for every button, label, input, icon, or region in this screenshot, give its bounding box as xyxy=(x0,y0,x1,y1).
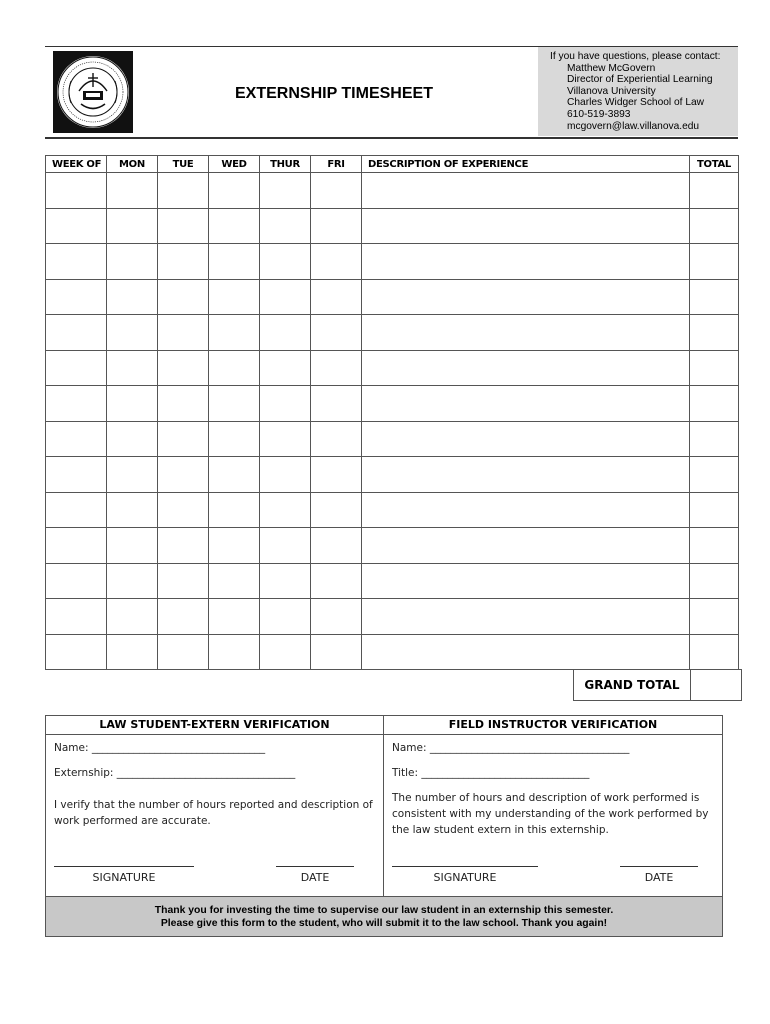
col-description: DESCRIPTION OF EXPERIENCE xyxy=(362,156,690,173)
timesheet-cell[interactable] xyxy=(260,315,311,351)
timesheet-cell[interactable] xyxy=(158,634,209,670)
timesheet-cell[interactable] xyxy=(158,244,209,280)
timesheet-cell[interactable] xyxy=(46,173,107,209)
timesheet-cell[interactable] xyxy=(362,173,690,209)
student-name-field[interactable]: Name: _________________________________ xyxy=(54,742,266,754)
student-date-label: DATE xyxy=(300,871,330,884)
timesheet-cell[interactable] xyxy=(209,634,260,670)
timesheet-row xyxy=(46,208,739,244)
timesheet-row xyxy=(46,386,739,422)
timesheet-cell[interactable] xyxy=(260,634,311,670)
timesheet-body xyxy=(46,173,739,670)
timesheet-cell[interactable] xyxy=(107,244,158,280)
timesheet-cell[interactable] xyxy=(260,173,311,209)
timesheet-table xyxy=(45,155,739,670)
col-mon: MON xyxy=(107,156,158,173)
timesheet-cell[interactable] xyxy=(311,634,362,670)
timesheet-cell[interactable] xyxy=(107,563,158,599)
timesheet-cell[interactable] xyxy=(260,279,311,315)
timesheet-cell[interactable] xyxy=(690,173,739,209)
timesheet-cell[interactable] xyxy=(690,492,739,528)
timesheet-cell[interactable] xyxy=(46,350,107,386)
timesheet-cell[interactable] xyxy=(362,244,690,280)
timesheet-cell[interactable] xyxy=(260,528,311,564)
timesheet-cell[interactable] xyxy=(362,421,690,457)
timesheet-cell[interactable] xyxy=(107,315,158,351)
timesheet-cell[interactable] xyxy=(260,563,311,599)
timesheet-cell[interactable] xyxy=(158,599,209,635)
timesheet-row xyxy=(46,244,739,280)
contact-box xyxy=(538,47,738,136)
timesheet-cell[interactable] xyxy=(46,421,107,457)
timesheet-cell[interactable] xyxy=(311,528,362,564)
timesheet-cell[interactable] xyxy=(260,386,311,422)
instructor-date-label: DATE xyxy=(644,871,674,884)
timesheet-cell[interactable] xyxy=(311,244,362,280)
timesheet-cell[interactable] xyxy=(690,315,739,351)
timesheet-cell[interactable] xyxy=(690,634,739,670)
timesheet-cell[interactable] xyxy=(362,634,690,670)
timesheet-cell[interactable] xyxy=(260,208,311,244)
timesheet-cell[interactable] xyxy=(690,386,739,422)
timesheet-row xyxy=(46,173,739,209)
timesheet-cell[interactable] xyxy=(107,492,158,528)
thank-you-line-2: Please give this form to the student, who will submit it to the law school. Thank you again! xyxy=(160,918,608,929)
col-fri: FRI xyxy=(311,156,362,173)
timesheet-row xyxy=(46,315,739,351)
timesheet-cell[interactable] xyxy=(158,386,209,422)
timesheet-cell[interactable] xyxy=(311,492,362,528)
timesheet-cell[interactable] xyxy=(107,350,158,386)
timesheet-cell[interactable] xyxy=(311,599,362,635)
timesheet-cell[interactable] xyxy=(107,208,158,244)
contact-phone: 610-519-3893 xyxy=(567,108,631,120)
timesheet-row xyxy=(46,599,739,635)
timesheet-cell[interactable] xyxy=(158,528,209,564)
timesheet-row xyxy=(46,421,739,457)
col-thur: THUR xyxy=(260,156,311,173)
timesheet-cell[interactable] xyxy=(107,599,158,635)
timesheet-cell[interactable] xyxy=(209,350,260,386)
timesheet-row xyxy=(46,634,739,670)
timesheet-cell[interactable] xyxy=(158,208,209,244)
timesheet-cell[interactable] xyxy=(107,386,158,422)
timesheet-cell[interactable] xyxy=(158,279,209,315)
instructor-verification xyxy=(384,716,722,896)
timesheet-cell[interactable] xyxy=(46,244,107,280)
timesheet-cell[interactable] xyxy=(690,421,739,457)
timesheet-cell[interactable] xyxy=(690,528,739,564)
timesheet-cell[interactable] xyxy=(46,634,107,670)
timesheet-cell[interactable] xyxy=(158,350,209,386)
timesheet-cell[interactable] xyxy=(158,315,209,351)
timesheet-cell[interactable] xyxy=(158,492,209,528)
student-statement: I verify that the number of hours reported and description of work performed are accurate. xyxy=(54,799,373,827)
student-signature-label: SIGNATURE xyxy=(92,871,156,884)
timesheet-cell[interactable] xyxy=(362,563,690,599)
instructor-date[interactable] xyxy=(620,866,698,884)
timesheet-cell[interactable] xyxy=(362,528,690,564)
timesheet-cell[interactable] xyxy=(209,173,260,209)
col-wed: WED xyxy=(209,156,260,173)
timesheet-header-row xyxy=(46,156,739,173)
timesheet-row xyxy=(46,492,739,528)
timesheet-cell[interactable] xyxy=(107,634,158,670)
contact-school: Charles Widger School of Law xyxy=(567,97,705,109)
timesheet-cell[interactable] xyxy=(209,599,260,635)
timesheet-row xyxy=(46,350,739,386)
timesheet-cell[interactable] xyxy=(46,492,107,528)
timesheet-cell[interactable] xyxy=(362,492,690,528)
grand-total-label: GRAND TOTAL xyxy=(574,670,691,701)
student-date[interactable] xyxy=(276,866,354,884)
thank-you-line-1: Thank you for investing the time to supervise our law student in an externship this semester. xyxy=(154,905,614,916)
timesheet-cell[interactable] xyxy=(209,208,260,244)
student-signature[interactable] xyxy=(54,866,194,884)
timesheet-cell[interactable] xyxy=(311,279,362,315)
timesheet-cell[interactable] xyxy=(107,457,158,493)
timesheet-cell[interactable] xyxy=(260,421,311,457)
grand-total-row xyxy=(573,669,742,701)
timesheet-cell[interactable] xyxy=(362,386,690,422)
timesheet-cell[interactable] xyxy=(260,457,311,493)
timesheet-row xyxy=(46,528,739,564)
timesheet-cell[interactable] xyxy=(311,457,362,493)
timesheet-cell[interactable] xyxy=(311,208,362,244)
timesheet-cell[interactable] xyxy=(107,279,158,315)
timesheet-cell[interactable] xyxy=(209,244,260,280)
villanova-seal-logo xyxy=(53,51,133,133)
timesheet-cell[interactable] xyxy=(158,421,209,457)
contact-university: Villanova University xyxy=(567,85,656,97)
contact-email[interactable]: mcgovern@law.villanova.edu xyxy=(567,120,700,132)
timesheet-cell[interactable] xyxy=(158,173,209,209)
contact-lead: If you have questions, please contact: xyxy=(550,51,721,62)
timesheet-cell[interactable] xyxy=(209,528,260,564)
instructor-signature[interactable] xyxy=(392,866,538,884)
timesheet-row xyxy=(46,279,739,315)
timesheet-cell[interactable] xyxy=(209,421,260,457)
timesheet-cell[interactable] xyxy=(46,315,107,351)
timesheet-cell[interactable] xyxy=(46,599,107,635)
timesheet-row xyxy=(46,563,739,599)
page-title: EXTERNSHIP TIMESHEET xyxy=(235,85,433,102)
timesheet-cell[interactable] xyxy=(362,208,690,244)
timesheet-cell[interactable] xyxy=(362,457,690,493)
timesheet-cell[interactable] xyxy=(260,599,311,635)
timesheet-cell[interactable] xyxy=(260,492,311,528)
instructor-verification-heading: FIELD INSTRUCTOR VERIFICATION xyxy=(384,716,722,735)
timesheet-cell[interactable] xyxy=(690,563,739,599)
timesheet-cell[interactable] xyxy=(107,528,158,564)
timesheet-cell[interactable] xyxy=(209,315,260,351)
col-tue: TUE xyxy=(158,156,209,173)
timesheet-cell[interactable] xyxy=(690,279,739,315)
timesheet-cell[interactable] xyxy=(260,244,311,280)
contact-role: Director of Experiential Learning xyxy=(567,74,713,86)
timesheet-cell[interactable] xyxy=(209,457,260,493)
grand-total-field[interactable] xyxy=(691,670,742,701)
timesheet-cell[interactable] xyxy=(311,315,362,351)
timesheet-cell[interactable] xyxy=(209,386,260,422)
timesheet-cell[interactable] xyxy=(158,563,209,599)
timesheet-cell[interactable] xyxy=(362,315,690,351)
timesheet-cell[interactable] xyxy=(107,421,158,457)
timesheet-cell[interactable] xyxy=(311,421,362,457)
instructor-title-field[interactable]: Title: ________________________________ xyxy=(392,767,590,779)
timesheet-cell[interactable] xyxy=(362,279,690,315)
timesheet-cell[interactable] xyxy=(46,528,107,564)
timesheet-cell[interactable] xyxy=(46,208,107,244)
timesheet-cell[interactable] xyxy=(690,244,739,280)
timesheet-cell[interactable] xyxy=(311,563,362,599)
timesheet-cell[interactable] xyxy=(209,279,260,315)
externship-field[interactable]: Externship: __________________________________ xyxy=(54,767,296,779)
timesheet-cell[interactable] xyxy=(46,386,107,422)
timesheet-row xyxy=(46,457,739,493)
student-verification xyxy=(46,716,384,896)
student-verification-heading: LAW STUDENT-EXTERN VERIFICATION xyxy=(46,716,383,735)
timesheet-cell[interactable] xyxy=(362,350,690,386)
col-total: TOTAL xyxy=(690,156,739,173)
timesheet-cell[interactable] xyxy=(311,173,362,209)
timesheet-cell[interactable] xyxy=(46,279,107,315)
timesheet-cell[interactable] xyxy=(46,563,107,599)
timesheet-cell[interactable] xyxy=(107,173,158,209)
thank-you-banner xyxy=(46,896,722,936)
timesheet-cell[interactable] xyxy=(690,457,739,493)
instructor-signature-label: SIGNATURE xyxy=(433,871,497,884)
timesheet-cell[interactable] xyxy=(158,457,209,493)
timesheet-cell[interactable] xyxy=(209,492,260,528)
form-header xyxy=(45,46,738,139)
instructor-name-field[interactable]: Name: ______________________________________ xyxy=(392,742,630,754)
timesheet-cell[interactable] xyxy=(311,386,362,422)
verification-section xyxy=(45,715,723,937)
timesheet-cell[interactable] xyxy=(690,599,739,635)
timesheet-cell[interactable] xyxy=(260,350,311,386)
timesheet-cell[interactable] xyxy=(46,457,107,493)
instructor-statement: The number of hours and description of work performed is consistent with my understanding of the work performed by the law student extern in this externship. xyxy=(392,792,709,836)
col-week-of: WEEK OF xyxy=(46,156,107,173)
contact-name: Matthew McGovern xyxy=(567,62,656,74)
timesheet-cell[interactable] xyxy=(311,350,362,386)
timesheet-cell[interactable] xyxy=(209,563,260,599)
timesheet-cell[interactable] xyxy=(690,350,739,386)
timesheet-cell[interactable] xyxy=(362,599,690,635)
timesheet-cell[interactable] xyxy=(690,208,739,244)
